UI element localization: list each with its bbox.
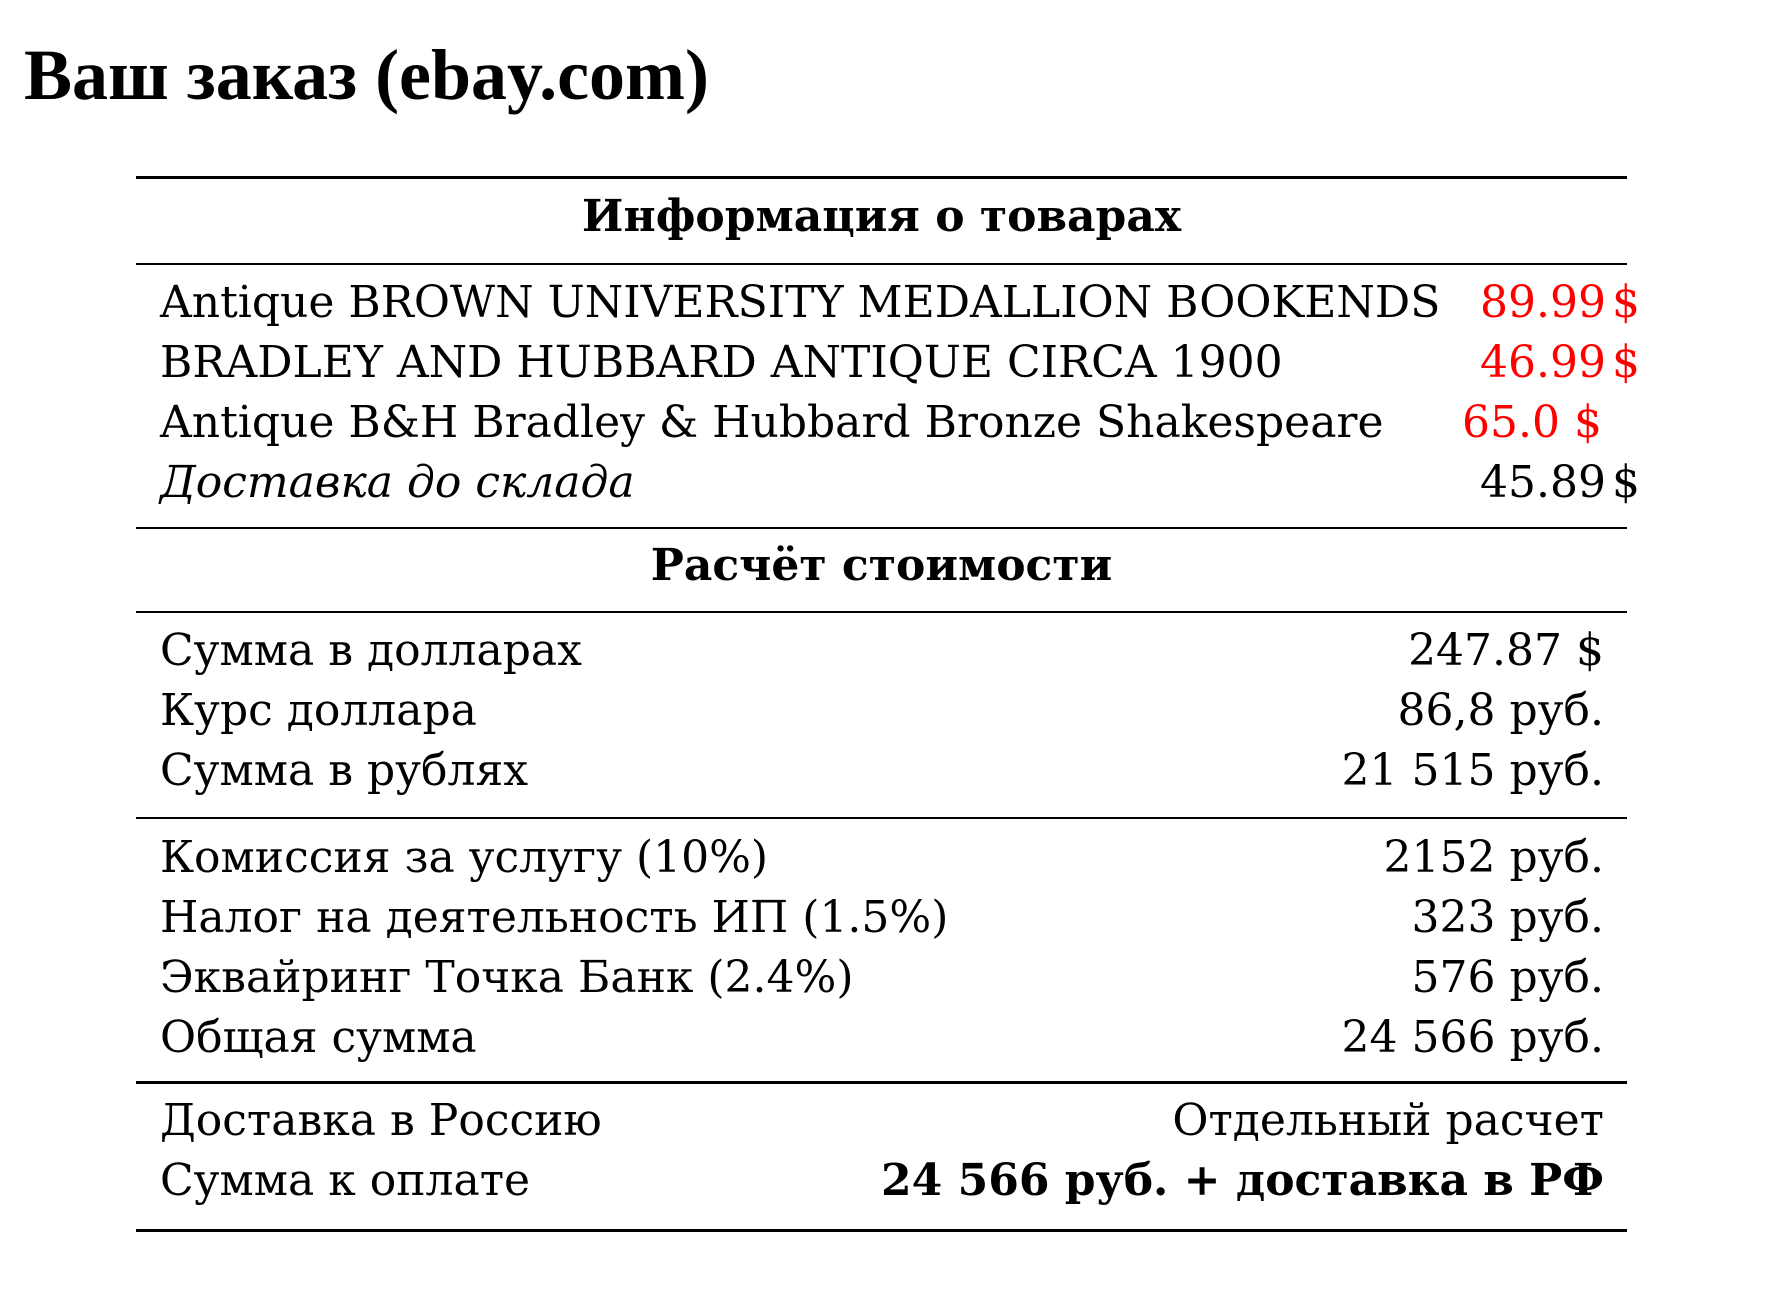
shipping-to-warehouse-label: Доставка до склада xyxy=(160,457,635,508)
calc-row-label: Сумма в долларах xyxy=(160,625,582,676)
calc-row-value: 21 515 руб. xyxy=(1341,745,1604,796)
calc-row-value: 86,8 руб. xyxy=(1397,685,1604,736)
item-price-currency: $ xyxy=(1612,277,1640,328)
calc-section-heading: Расчёт стоимости xyxy=(650,540,1113,591)
goods-heading-rule xyxy=(136,263,1627,265)
calc-row-label: Налог на деятельность ИП (1.5%) xyxy=(160,892,949,943)
calc-row-label: Комиссия за услугу (10%) xyxy=(160,832,769,883)
calc-row-label: Курс доллара xyxy=(160,685,477,736)
calc-row-value: 323 руб. xyxy=(1411,892,1604,943)
shipping-price-currency: $ xyxy=(1612,457,1640,508)
calc-row-label: Доставка в Россию xyxy=(160,1095,602,1146)
calc-mid-rule xyxy=(136,817,1627,819)
calc-row-value: Отдельный расчет xyxy=(1172,1095,1604,1146)
item-price-value: 65.0 $ xyxy=(1462,397,1602,448)
calc-heading-rule xyxy=(136,611,1627,613)
table-bottom-rule xyxy=(136,1229,1627,1232)
calc-row-value: 247.87 $ xyxy=(1408,625,1604,676)
item-price xyxy=(1466,273,1640,333)
shipping-price-value: 45.89 xyxy=(1480,457,1606,508)
table-top-rule xyxy=(136,176,1627,179)
calc-row-label: Общая сумма xyxy=(160,1012,477,1063)
item-price-value: 89.99 xyxy=(1480,277,1606,328)
item-price xyxy=(1462,393,1602,453)
amount-due-value: 24 566 руб. + доставка в РФ xyxy=(881,1155,1604,1206)
shipping-to-warehouse-price xyxy=(1466,453,1640,513)
goods-section-heading: Информация о товарах xyxy=(581,191,1182,242)
item-price-currency: $ xyxy=(1612,337,1640,388)
calc-row-label: Сумма в рублях xyxy=(160,745,529,796)
item-price xyxy=(1466,333,1640,393)
page-title: Ваш заказ (ebay.com) xyxy=(24,35,709,115)
item-name: Antique BROWN UNIVERSITY MEDALLION BOOKENDS xyxy=(160,277,1441,328)
item-name: Antique B&H Bradley & Hubbard Bronze Shakespeare xyxy=(160,397,1384,448)
calc-row-value: 576 руб. xyxy=(1411,952,1604,1003)
calc-total-rule xyxy=(136,1081,1627,1084)
calc-row-value: 2152 руб. xyxy=(1383,832,1604,883)
goods-bottom-rule xyxy=(136,527,1627,529)
item-price-value: 46.99 xyxy=(1480,337,1606,388)
calc-row-value: 24 566 руб. xyxy=(1341,1012,1604,1063)
amount-due-label: Сумма к оплате xyxy=(160,1155,531,1206)
calc-row-label: Эквайринг Точка Банк (2.4%) xyxy=(160,952,854,1003)
item-name: BRADLEY AND HUBBARD ANTIQUE CIRCA 1900 xyxy=(160,337,1283,388)
